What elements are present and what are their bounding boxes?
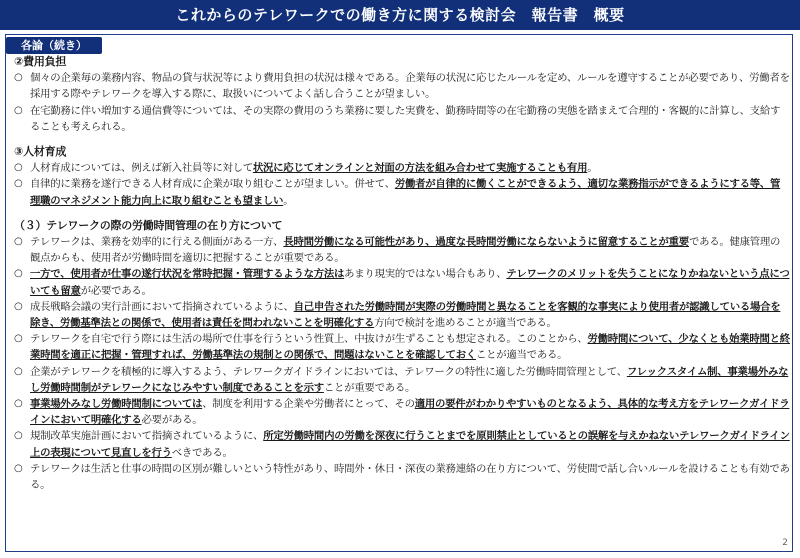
text-segment: あまり現実的ではない場合もあり、 [344,268,507,281]
text-segment: 人材育成については、例えば新入社員等に対して [30,162,253,175]
bullet-circle-icon: ○ [14,104,23,116]
section-title: ③人材育成 [14,145,67,159]
item-text [30,176,790,208]
item-text [30,331,790,363]
item-text [30,428,790,460]
emphasized-text: 自己申告された労働時間が実際の労働時間と異なることを客観的な事実により使用者が認識している場合を除き、労働基準法との関係で、使用者は責任を問われないことを明確化する [30,300,781,330]
emphasized-text: 長時間労働になる可能性があり、過度な長時間労働にならないように留意することが重要 [283,236,689,249]
item-text [30,103,790,135]
emphasized-text: フレックスタイム制、事業場外みなし労働時間制がテレワークになじみやすい制度であることを示す [30,365,789,394]
text-segment: ことが適当である。 [475,349,568,362]
text-segment: テレワークを自宅で行う際には生活の場所で仕事を行うという性質上、中抜けが生ずることも想定される。このことから、 [30,333,588,346]
bullet-circle-icon: ○ [14,72,23,84]
list-item [14,299,790,331]
item-text [30,364,790,396]
item-text [30,234,790,266]
bullet-circle-icon: ○ [14,236,23,248]
list-item [14,428,790,460]
document-title: これからのテレワークでの働き方に関する検討会 報告書 概要 [175,6,625,24]
item-text [30,160,790,176]
section-tag: 各論（続き） [6,37,102,54]
content-body [14,54,790,493]
page-number: 2 [782,538,788,548]
text-segment: 、制度を利用する企業や労働者にとって、その [202,398,415,411]
document-header [0,0,800,30]
text-segment: テレワークは生活と仕事の時間の区別が難しいという特性があり、時間外・休日・深夜の業務連絡の在り方について、労使間で話し合いルールを設けることも有効である。 [30,462,790,492]
emphasized-text: 適用の要件がわかりやすいものとなるよう、具体的な考え方をテレワークガイドラインにおいて明確化する [30,398,790,427]
list-item [14,103,790,135]
emphasized-text: 状況に応じてオンラインと対面の方法を組み合わせて実施することも有用 [252,162,588,175]
list-item [14,234,790,266]
bullet-circle-icon: ○ [14,430,23,442]
list-item [14,461,790,493]
text-segment: 個々の企業毎の業務内容、物品の貸与状況等により費用負担の状況は様々である。企業毎の状況に応じたルールを定め、ルールを遵守することが必要であり、労働者を採用する際やテレワークを導入する際に、取扱いについてよく話し合うことが望ましい。 [30,72,790,101]
text-segment: べきである。 [171,446,233,459]
text-segment: 自律的に業務を遂行できる人材育成に企業が取り組むことが望ましい。併せて、 [30,178,395,191]
bullet-circle-icon: ○ [14,365,23,377]
emphasized-text: 所定労働時間内の労働を深夜に行うことまでを原則禁止としているとの誤解を与えかねないテレワークガイドライン上の表現について見直しを行う [30,430,790,459]
emphasized-text: テレワークのメリットを失うことになりかねないという点についても留意 [30,268,790,297]
bullet-circle-icon: ○ [14,398,23,410]
bullet-circle-icon: ○ [14,268,23,280]
list-item [14,176,790,208]
list-item [14,266,790,298]
text-segment: が必要である。 [80,284,152,297]
bullet-circle-icon: ○ [14,462,23,474]
bullet-circle-icon: ○ [14,333,23,345]
text-segment: 必要がある。 [141,414,203,427]
bullet-circle-icon: ○ [14,178,23,190]
list-item [14,396,790,428]
emphasized-text: 労働者が自律的に働くことができるよう、適切な業務指示ができるようにする等、管理職のマネジメント能力向上に取り組むことも望ましい [30,178,781,207]
section-gap [14,135,790,144]
item-text [30,266,790,298]
list-item [14,331,790,363]
list-item [14,70,790,102]
section-title: ②費用負担 [14,55,67,68]
emphasized-text: 労働時間について、少なくとも始業時間と終業時間を適正に把握・管理すれば、労働基準法の規制との関係で、問題はないことを確認しておく [30,333,790,362]
list-item [14,364,790,396]
text-segment: 方向で検討を進めることが適当である。 [374,317,557,330]
item-text [30,461,790,493]
emphasized-text: 事業場外みなし労働時間制については [30,398,203,411]
bullet-circle-icon: ○ [14,300,23,312]
text-segment: ことが重要である。 [323,381,416,394]
item-text [30,396,790,428]
emphasized-text: 一方で、使用者が仕事の遂行状況を常時把握・管理するような方法は [30,268,345,281]
section-title: （３）テレワークの際の労働時間管理の在り方について [14,218,283,232]
list-item [14,160,790,176]
text-segment: 規制改革実施計画において指摘されているように、 [30,430,264,443]
item-text [30,70,790,102]
bullet-circle-icon: ○ [14,162,23,174]
text-segment: 企業がテレワークを積極的に導入するよう、テレワークガイドラインにおいては、テレワークの特性に適した労働時間管理として、 [30,365,627,378]
text-segment: 。 [283,194,294,207]
item-text [30,299,790,331]
text-segment: 在宅勤務に伴い増加する通信費等については、その実際の費用のうち業務に要した実費を、勤務時間等の在宅勤務の実態を踏まえて合理的・客観的に計算し、支給することも考えられる。 [30,104,781,133]
section-gap [14,209,790,218]
text-segment: である。健康管理の観点からも、使用者が労働時間を適切に把握することが重要である。 [30,236,781,265]
text-segment: 。 [587,162,598,175]
text-segment: 成長戦略会議の実行計画において指摘されているように、 [30,300,294,313]
text-segment: テレワークは、業務を効率的に行える側面がある一方、 [30,236,284,249]
